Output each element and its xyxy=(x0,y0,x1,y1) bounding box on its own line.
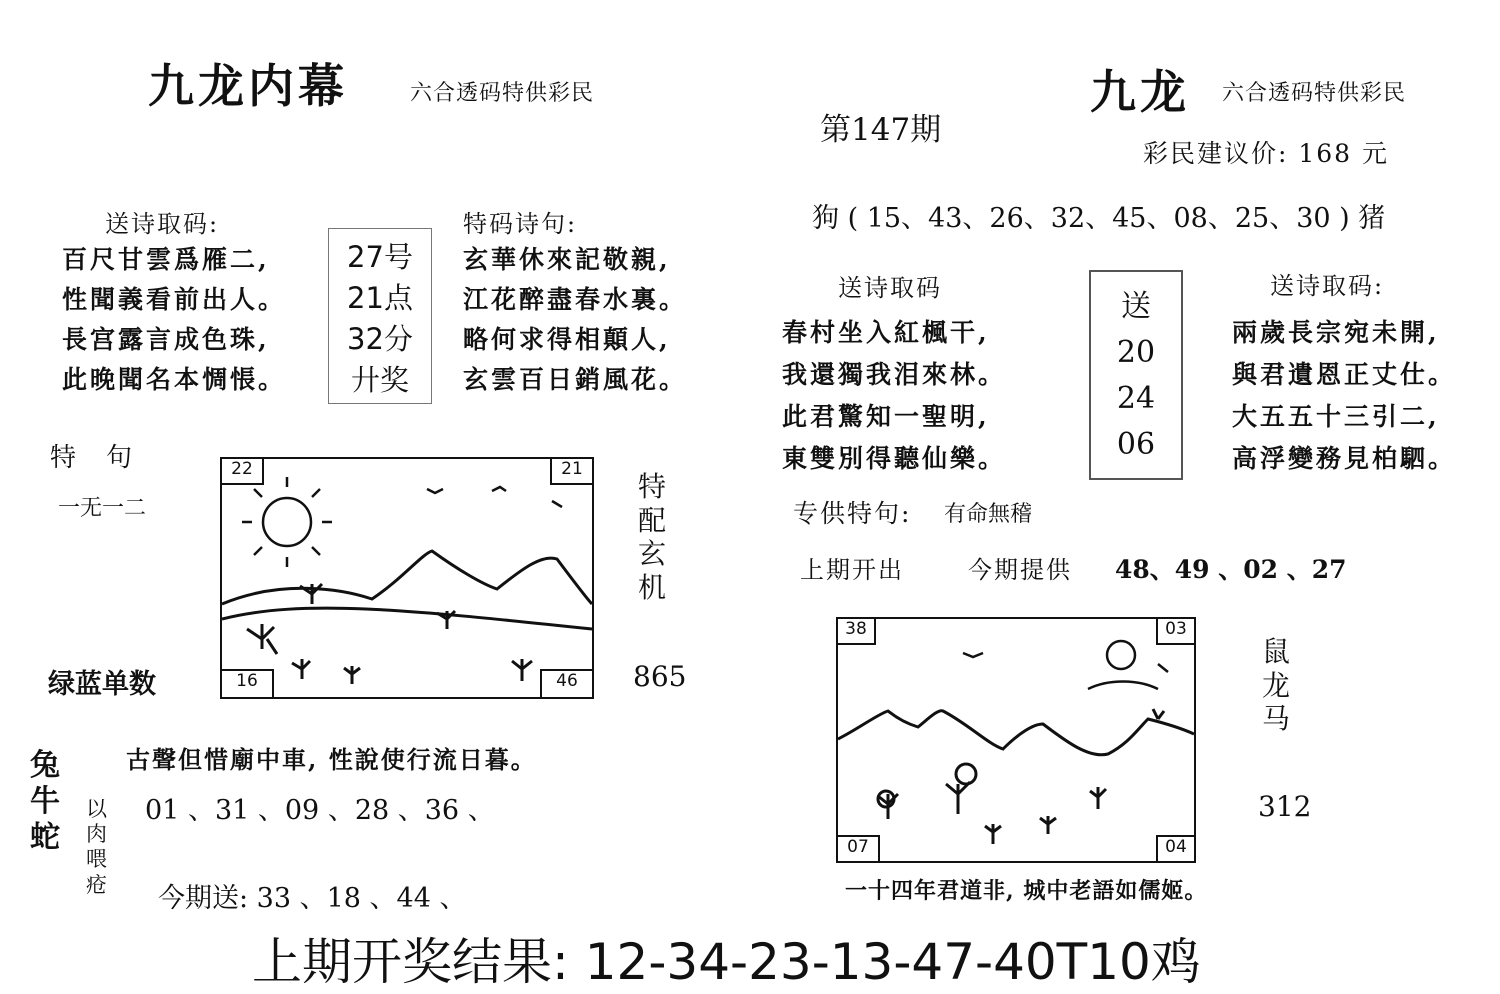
vertical-char: 疮 xyxy=(86,872,107,897)
poem-line: 春村坐入紅楓干, xyxy=(782,318,990,347)
green-blue-odd: 绿蓝单数 xyxy=(48,669,156,700)
corner-number-bl: 07 xyxy=(838,835,880,861)
poem-line: 略何求得相顛人, xyxy=(463,325,671,354)
meat-vertical xyxy=(86,797,107,898)
left-verse: 古聲但惜廟中車, 性說使行流日暮。 xyxy=(126,745,537,774)
right-title: 九龙 xyxy=(1090,65,1190,119)
right-center-box xyxy=(1089,270,1183,480)
this-issue-numbers: 48、49 、02 、27 xyxy=(1115,555,1347,584)
right-landscape-picture xyxy=(836,617,1196,863)
left-numbers-line: 01 、31 、09 、28 、36 、 xyxy=(145,795,495,826)
landscape-drawing xyxy=(838,619,1194,861)
poem-line: 性聞義看前出人。 xyxy=(62,285,287,314)
poem-line: 兩歲長宗宛未開, xyxy=(1232,318,1440,347)
right-verse: 一十四年君道非, 城中老語如儒姬。 xyxy=(845,878,1208,904)
corner-number-br: 46 xyxy=(540,669,592,697)
vertical-char: 蛇 xyxy=(30,820,60,855)
left-side-vertical xyxy=(638,470,666,604)
corner-number-tl: 38 xyxy=(838,619,876,645)
vertical-char: 肉 xyxy=(86,822,107,847)
vertical-char: 以 xyxy=(86,797,107,821)
vertical-char: 牛 xyxy=(30,784,60,819)
corner-number-tr: 03 xyxy=(1156,619,1194,645)
right-tagline: 六合透码特供彩民 xyxy=(1222,81,1407,106)
issue-number: 第147期 xyxy=(820,112,942,148)
poem-line: 長宫露言成色珠, xyxy=(62,325,270,354)
right-poem-heading-right: 送诗取码: xyxy=(1270,272,1385,300)
corner-number-bl: 16 xyxy=(222,669,274,697)
zodiac-vertical xyxy=(30,748,60,856)
right-poem-left xyxy=(782,312,1006,480)
vertical-char: 玄 xyxy=(638,537,667,571)
poem-line: 與君遺恩正丈仕。 xyxy=(1232,360,1457,389)
poem-line: 我還獨我泪來林。 xyxy=(782,360,1007,389)
today-send: 今期送: 33 、18 、44 、 xyxy=(158,883,467,914)
poem-line: 江花醉盡春水裏。 xyxy=(463,285,688,314)
vertical-char: 兔 xyxy=(30,748,60,783)
vertical-char: 马 xyxy=(1262,702,1291,736)
vertical-char: 喂 xyxy=(86,847,107,872)
corner-number-br: 04 xyxy=(1156,835,1194,861)
landscape-drawing xyxy=(222,459,592,697)
center-box-line: 21点 xyxy=(347,281,413,315)
vertical-char: 机 xyxy=(638,570,667,604)
right-poem-heading-left: 送诗取码 xyxy=(838,274,942,302)
center-box-line: 32分 xyxy=(347,322,413,356)
te-ju-label: 特 句 xyxy=(50,443,135,473)
center-box-line: 廾奖 xyxy=(350,363,409,397)
this-issue-label: 今期提供 xyxy=(968,556,1072,584)
corner-number-tr: 21 xyxy=(550,459,592,485)
left-poem-heading: 送诗取码: xyxy=(105,210,220,238)
left-special-heading: 特码诗句: xyxy=(463,210,578,238)
poem-line: 高浮變務見柏駟。 xyxy=(1232,444,1457,473)
left-landscape-picture xyxy=(220,457,594,699)
poem-line: 百尺甘雲爲雁二, xyxy=(62,245,270,274)
poem-line: 大五五十三引二, xyxy=(1232,402,1440,431)
center-box-line: 送 xyxy=(1121,289,1151,324)
zhuan-gong-text: 有命無稽 xyxy=(944,502,1033,527)
center-box-line: 06 xyxy=(1116,427,1156,462)
poem-line: 此君驚知一聖明, xyxy=(782,402,990,431)
poem-line: 玄華休來記敬親, xyxy=(463,245,671,274)
last-issue-result: 上期开奖结果: 12-34-23-13-47-40T10鸡 xyxy=(252,933,1201,991)
vertical-char: 特 xyxy=(638,470,667,503)
left-tagline: 六合透码特供彩民 xyxy=(410,81,595,106)
left-center-box xyxy=(328,228,432,404)
vertical-char: 配 xyxy=(638,503,667,537)
left-side-number: 865 xyxy=(633,660,687,693)
center-box-line: 27号 xyxy=(347,240,413,274)
price: 彩民建议价: 168 元 xyxy=(1143,139,1390,168)
center-box-line: 24 xyxy=(1116,381,1156,416)
right-numbers-line: 狗 ( 15、43、26、32、45、08、25、30 ) 猪 xyxy=(812,203,1386,234)
right-poem-right xyxy=(1232,312,1456,480)
poem-line: 此晚聞名本惆悵。 xyxy=(62,365,287,394)
vertical-char: 鼠 xyxy=(1262,635,1291,668)
right-side-number: 312 xyxy=(1258,790,1312,823)
center-box-line: 20 xyxy=(1116,335,1156,370)
poem-line: 東雙別得聽仙樂。 xyxy=(782,444,1007,473)
left-special-poem xyxy=(463,240,687,400)
zhuan-gong-label: 专供特句: xyxy=(793,499,912,528)
last-issue-label: 上期开出 xyxy=(800,556,904,584)
vertical-char: 龙 xyxy=(1262,668,1291,702)
left-title: 九龙内幕 xyxy=(148,59,348,113)
corner-number-tl: 22 xyxy=(222,459,264,485)
poem-line: 玄雲百日銷風花。 xyxy=(463,365,688,394)
te-ju-text: 一无一二 xyxy=(58,496,147,521)
right-side-vertical xyxy=(1262,635,1290,736)
left-poem xyxy=(62,240,286,400)
